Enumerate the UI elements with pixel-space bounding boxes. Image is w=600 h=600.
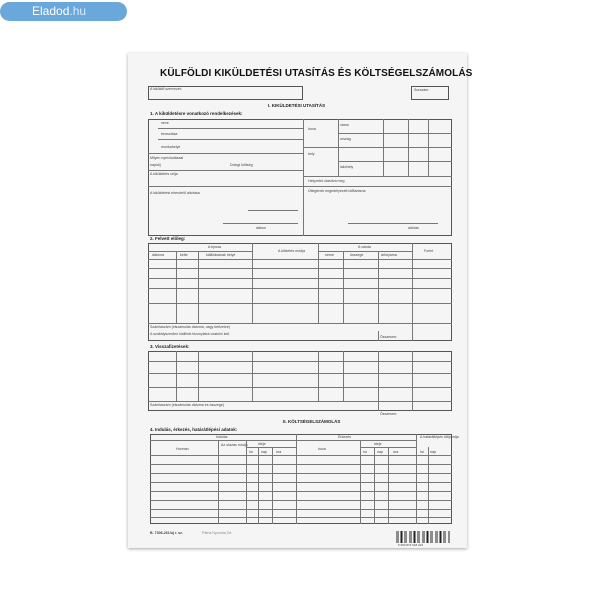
form-code: B. 7306-261/új r. sz.: [150, 531, 183, 535]
month-col-2: hó: [363, 450, 367, 454]
publisher: Pátria Nyomda Zrt.: [202, 531, 233, 535]
signature-label: aláírás: [408, 226, 419, 230]
account-number-2: Számlaszám (elszámolás dátuma, vagy befizetve): [150, 325, 230, 329]
from-header: Honnan: [176, 447, 189, 451]
residence-label: lakóhely: [340, 165, 354, 169]
total-2-label: Összesen:: [380, 335, 397, 339]
travel-mode-header: Az utazás módja: [221, 443, 248, 447]
section3-heading: 3. Visszafizetések:: [150, 344, 190, 349]
col-kind-header: neme: [325, 253, 334, 257]
day-col-3: nap: [430, 450, 436, 454]
note-2: A szabályszerűen kiállított bizonylatot csatolni kell.: [150, 332, 231, 336]
section2-heading: 2. Felvett előleg:: [150, 236, 186, 241]
form-sheet: [128, 53, 473, 548]
city-label: város: [340, 123, 349, 127]
forint-header: Forint: [424, 249, 434, 253]
destination-label: hova: [308, 127, 316, 131]
serial-label: Sorszám:: [414, 88, 430, 92]
hour-col-2: óra: [393, 450, 399, 454]
col-date-header: dátuma: [152, 253, 164, 257]
ordering-signature-label: A kiküldetést elrendelő aláírása: [150, 191, 200, 195]
section1-heading: 1. A kiküldetésre vonatkozó rendelkezések:: [150, 111, 243, 116]
logo-suffix: .hu: [69, 4, 87, 18]
section4-heading: 4. Indulás, érkezés, határátlépési adatok:: [150, 427, 238, 432]
hour-col-1: óra: [276, 450, 282, 454]
refund-table: [148, 351, 452, 411]
costs-label: Dologi költség: [230, 163, 253, 167]
total-3-label: Összesen:: [380, 412, 397, 416]
time-header-2: ideje: [374, 442, 382, 446]
return-label: Útlegének engedélyezett időtartama: [308, 189, 366, 193]
day-col-1: nap: [261, 450, 267, 454]
logo-main: Eladod: [32, 4, 70, 18]
place-label: hely: [308, 152, 315, 156]
date-label: dátum: [256, 226, 266, 230]
border-header: A határátlépés időpontja: [420, 435, 459, 439]
position-label: beosztása: [161, 132, 178, 136]
sender-label: A kiküldő szervezet:: [150, 87, 182, 91]
col-rate-header: árfolyama: [381, 253, 397, 257]
type-header: A típusa: [208, 245, 221, 249]
account-number-3: Számlaszám (elszámolás dátuma és összege): [150, 403, 225, 407]
col-place-header: kiállításának helye: [206, 253, 236, 257]
part1-heading: I. KIKÜLDETÉSI UTASÍTÁS: [268, 103, 326, 108]
currency-header: A valuta: [358, 245, 371, 249]
month-col-3: hó: [420, 450, 424, 454]
language-label: Milyen nyelvtudással: [150, 156, 184, 160]
country-label: ország: [340, 137, 351, 141]
col-issued-header: kelte: [180, 253, 188, 257]
payment-method-header: A kifizetés módja: [278, 249, 305, 253]
to-header: hova: [318, 447, 326, 451]
name-label: neve: [161, 121, 169, 125]
form-title: KÜLFÖLDI KIKÜLDETÉSI UTASÍTÁS ÉS KÖLTSÉGELSZÁMOLÁS: [160, 68, 473, 79]
part2-heading: II. KÖLTSÉGELSZÁMOLÁS: [283, 419, 341, 424]
section1-box: [148, 119, 452, 236]
barcode-number: 5 999 874 518 226: [398, 543, 424, 547]
purpose-label: A kiküldetés célja: [150, 172, 178, 176]
workplace-label: munkahelye: [161, 145, 181, 149]
col-amount-header: összege: [350, 253, 364, 257]
departure-header: Indulás: [216, 435, 228, 439]
perdiem-label: napidíj: [150, 163, 161, 167]
day-col-2: nap: [377, 450, 383, 454]
site-logo[interactable]: [0, 2, 127, 21]
barcode: [396, 531, 450, 543]
time-header: ideje: [258, 442, 266, 446]
status-label: Helyzetet utasítva meg: [308, 179, 345, 183]
arrival-header: Érkezés: [338, 435, 351, 439]
month-col-1: hó: [249, 450, 253, 454]
